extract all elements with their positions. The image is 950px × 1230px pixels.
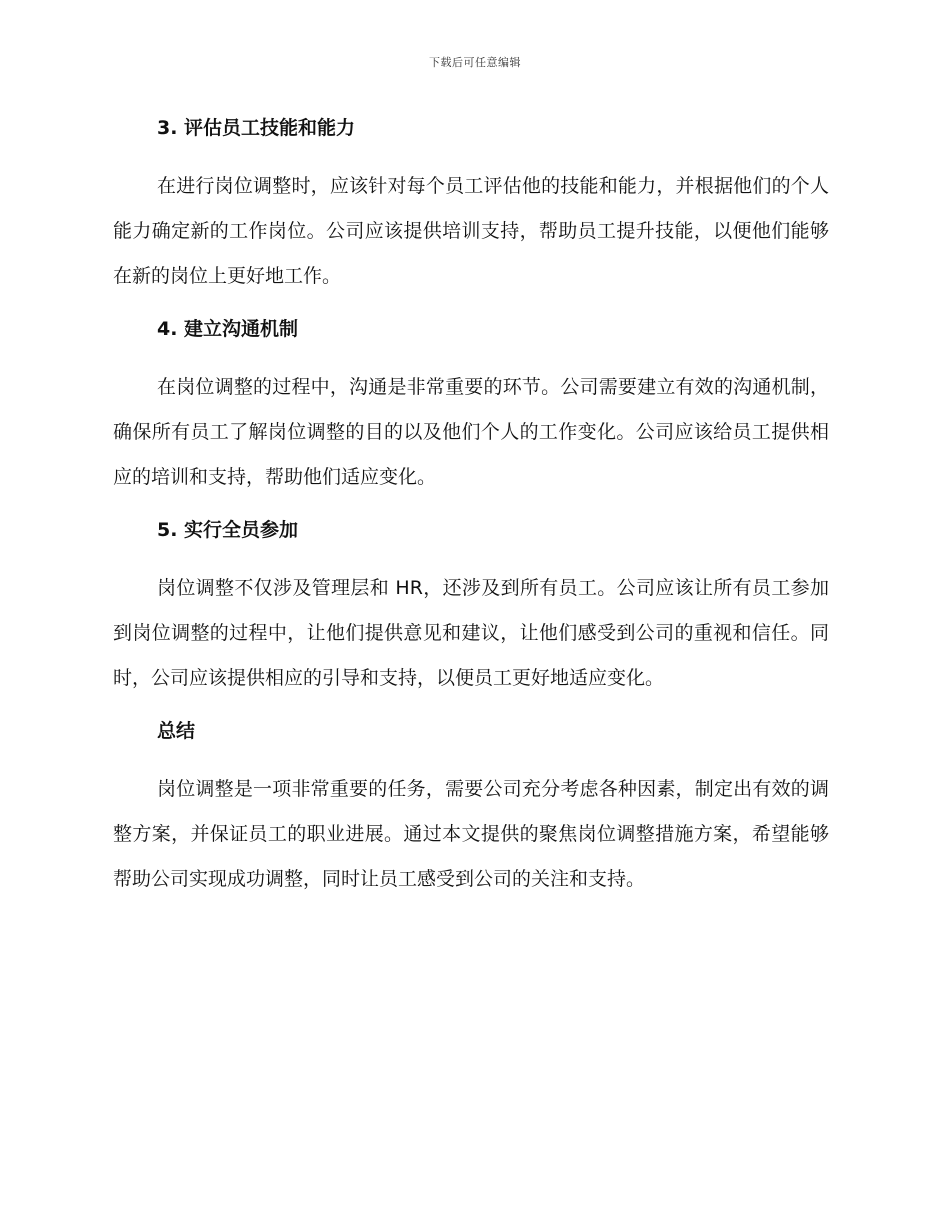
section-full-participation: [113, 514, 829, 701]
section-skills-assessment: [113, 112, 829, 299]
section-communication-mechanism: [113, 313, 829, 500]
section-paragraph: 岗位调整是一项非常重要的任务，需要公司充分考虑各种因素，制定出有效的调整方案，并保证员工的职业进展。通过本文提供的聚焦岗位调整措施方案，希望能够帮助公司实现成功调整，同时让员工感受到公司的关注和支持。: [113, 778, 829, 890]
section-paragraph: 在岗位调整的过程中，沟通是非常重要的环节。公司需要建立有效的沟通机制，确保所有员工了解岗位调整的目的以及他们个人的工作变化。公司应该给员工提供相应的培训和支持，帮助他们适应变化。: [113, 376, 829, 488]
section-paragraph: 在进行岗位调整时，应该针对每个员工评估他的技能和能力，并根据他们的个人能力确定新的工作岗位。公司应该提供培训支持，帮助员工提升技能，以便他们能够在新的岗位上更好地工作。: [113, 175, 829, 287]
section-summary: [113, 715, 829, 902]
document-body: [113, 112, 829, 916]
section-heading: 5. 实行全员参加: [157, 519, 299, 541]
page-header: 下载后可任意编辑: [429, 56, 521, 69]
section-heading: 3. 评估员工技能和能力: [157, 117, 356, 139]
section-heading: 总结: [157, 720, 196, 742]
section-heading: 4. 建立沟通机制: [157, 318, 299, 340]
section-paragraph: 岗位调整不仅涉及管理层和 HR，还涉及到所有员工。公司应该让所有员工参加到岗位调整的过程中，让他们提供意见和建议，让他们感受到公司的重视和信任。同时，公司应该提供相应的引导和支持，以便员工更好地适应变化。: [113, 577, 829, 689]
